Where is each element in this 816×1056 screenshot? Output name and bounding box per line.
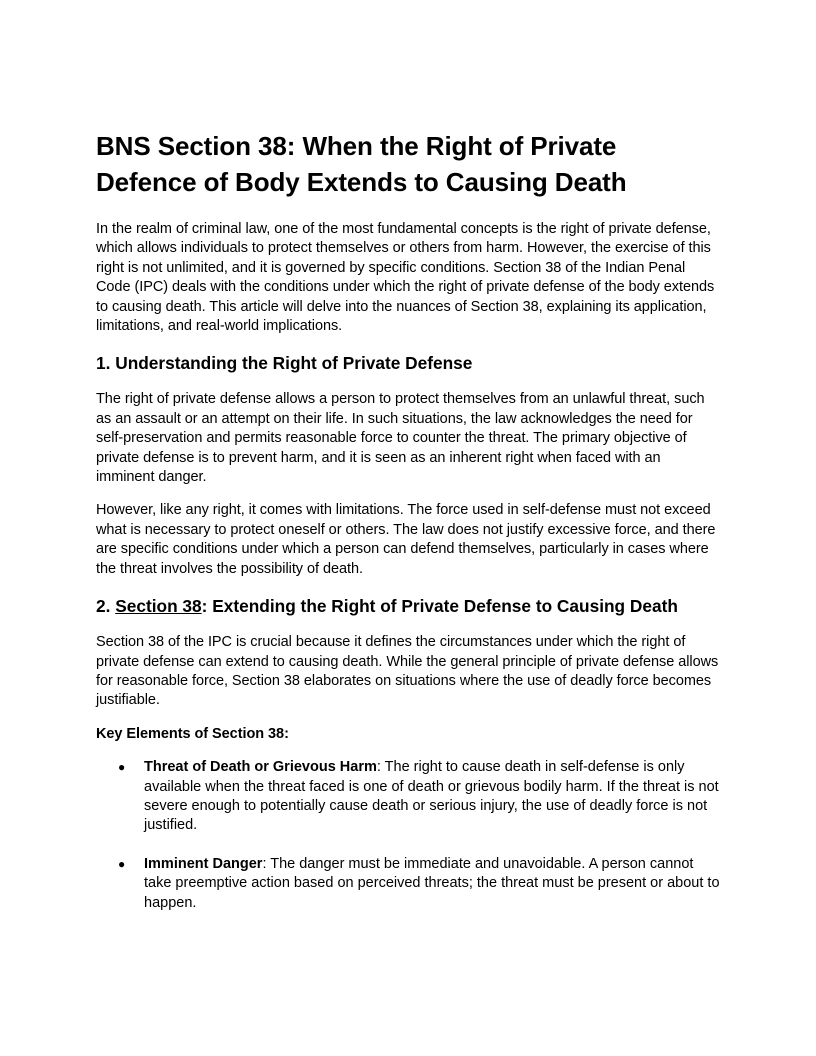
section-2-heading (96, 594, 720, 618)
section-2-heading-prefix: 2. (96, 596, 116, 617)
intro-paragraph: In the realm of criminal law, one of the most fundamental concepts is the right of private defense, which allows individuals to protect themselves or others from harm. However, the exercise of this right is not unlimited, and it is governed by specific conditions. Section 38 of the Indian Penal Code (IPC) deals with the conditions under which the right of private defense of the body extends to causing death. This article will delve into the nuances of Section 38, explaining its application, limitations, and real-world implications. (96, 221, 715, 335)
bullet-term: Threat of Death or Grievous Harm (144, 759, 377, 776)
key-elements-list (96, 758, 720, 913)
section-38-link[interactable]: Section 38 (115, 596, 202, 617)
section-1-heading: 1. Understanding the Right of Private Defense (96, 353, 473, 374)
bullet-icon: ● (118, 760, 126, 775)
section-2-heading-suffix: : Extending the Right of Private Defense to Causing Death (201, 596, 678, 617)
section-1-paragraph-2: However, like any right, it comes with limitations. The force used in self-defense must not exceed what is necessary to protect oneself or others. The law does not justify excessive force, and there are specific conditions under which a person can defend themselves, particularly in cases where the threat involves the possibility of death. (96, 502, 716, 577)
document-page (96, 128, 720, 913)
list-item (96, 855, 720, 913)
section-1-paragraph-1: The right of private defense allows a person to protect themselves from an unlawful threat, such as an assault or an attempt on their life. In such situations, the law acknowledges the need for self-preservation and permits reasonable force to counter the threat. The primary objective of private defense is to prevent harm, and it is seen as an inherent right when faced with an imminent danger. (96, 391, 705, 486)
article-title: BNS Section 38: When the Right of Private Defence of Body Extends to Causing Death (96, 131, 627, 197)
bullet-term: Imminent Danger (144, 855, 263, 872)
key-elements-title: Key Elements of Section 38: (96, 725, 289, 742)
section-2-paragraph-1: Section 38 of the IPC is crucial because it defines the circumstances under which the right of private defense can extend to causing death. While the general principle of private defense allows for reasonable force, Section 38 elaborates on situations where the use of deadly force becomes justifiable. (96, 634, 719, 709)
bullet-text: : The right to cause death in self-defense is only available when the threat faced is one of death or grievous bodily harm. If the threat is not severe enough to potentially cause death or serious injury, the use of deadly force is not justified. (144, 759, 719, 834)
bullet-text: : The danger must be immediate and unavoidable. A person cannot take preemptive action based on perceived threats; the threat must be present or about to happen. (144, 855, 720, 911)
list-item (96, 758, 720, 836)
bullet-icon: ● (118, 856, 126, 871)
